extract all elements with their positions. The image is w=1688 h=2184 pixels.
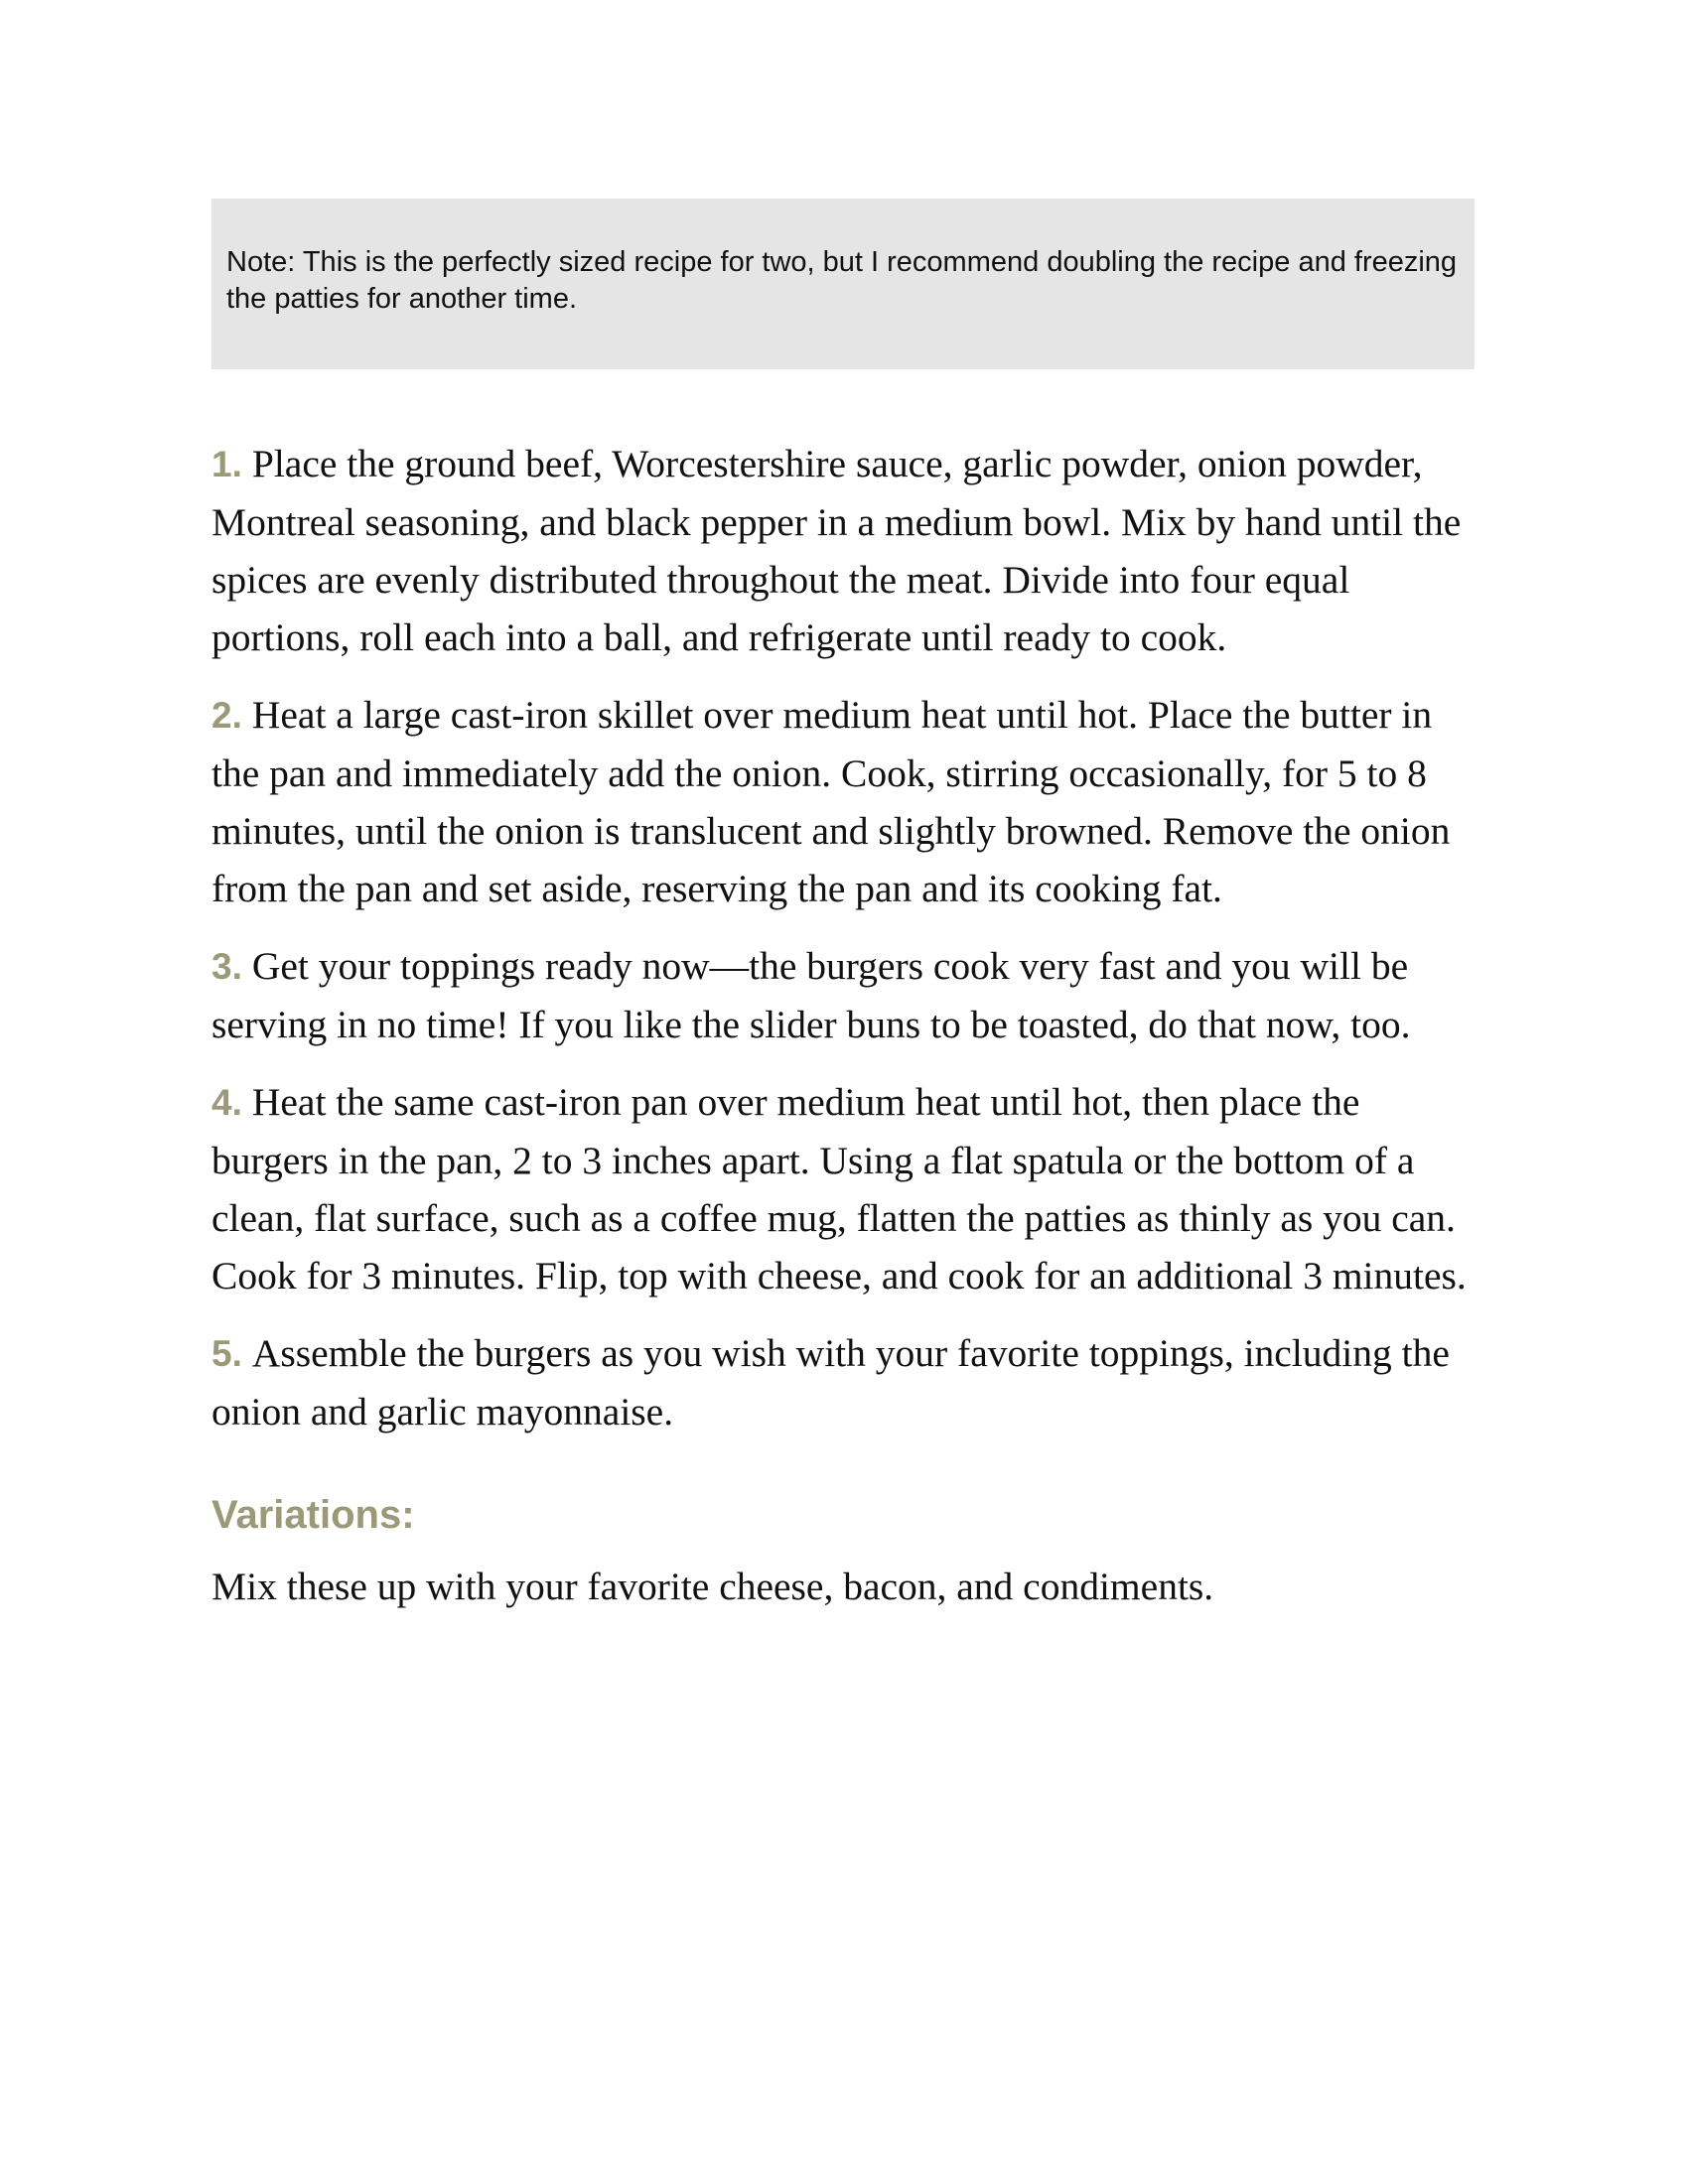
step-number: 2. [211,695,242,736]
step-1 [211,435,1475,666]
steps-list [211,435,1475,1440]
step-text: Place the ground beef, Worcestershire sauce, garlic powder, onion powder, Montreal seasoning, and black pepper in a medium bowl. Mix by hand until the spices are evenly distributed throughout the meat. Divide into four equal portions, roll each into a ball, and refrigerate until ready to cook. [211,442,1462,659]
variations-heading: Variations: [211,1493,415,1537]
step-text: Assemble the burgers as you wish with your favorite toppings, including the onion and garlic mayonnaise. [211,1331,1450,1433]
note-text: Note: This is the perfectly sized recipe for two, but I recommend doubling the recipe and freezing the patties for another time. [226,246,1458,315]
note-box [211,199,1475,369]
recipe-page [211,199,1475,1615]
step-text: Get your toppings ready now—the burgers cook very fast and you will be serving in no time! If you like the slider buns to be toasted, do that now, too. [211,944,1411,1046]
step-text: Heat the same cast-iron pan over medium heat until hot, then place the burgers in the pan, 2 to 3 inches apart. Using a flat spatula or the bottom of a clean, flat surface, such as a coffee mug, flatten the patties as thinly as you can. Cook for 3 minutes. Flip, top with cheese, and cook for an additional 3 minutes. [211,1080,1467,1297]
step-5 [211,1324,1475,1440]
step-2 [211,686,1475,917]
step-4 [211,1073,1475,1304]
step-3 [211,937,1475,1053]
step-number: 4. [211,1082,242,1123]
step-text: Heat a large cast-iron skillet over medium heat until hot. Place the butter in the pan and immediately add the onion. Cook, stirring occasionally, for 5 to 8 minutes, until the onion is translucent and slightly browned. Remove the onion from the pan and set aside, reserving the pan and its cooking fat. [211,693,1451,910]
step-number: 3. [211,946,242,987]
variations-text: Mix these up with your favorite cheese, bacon, and condiments. [211,1565,1214,1608]
step-number: 5. [211,1333,242,1374]
step-number: 1. [211,444,242,484]
